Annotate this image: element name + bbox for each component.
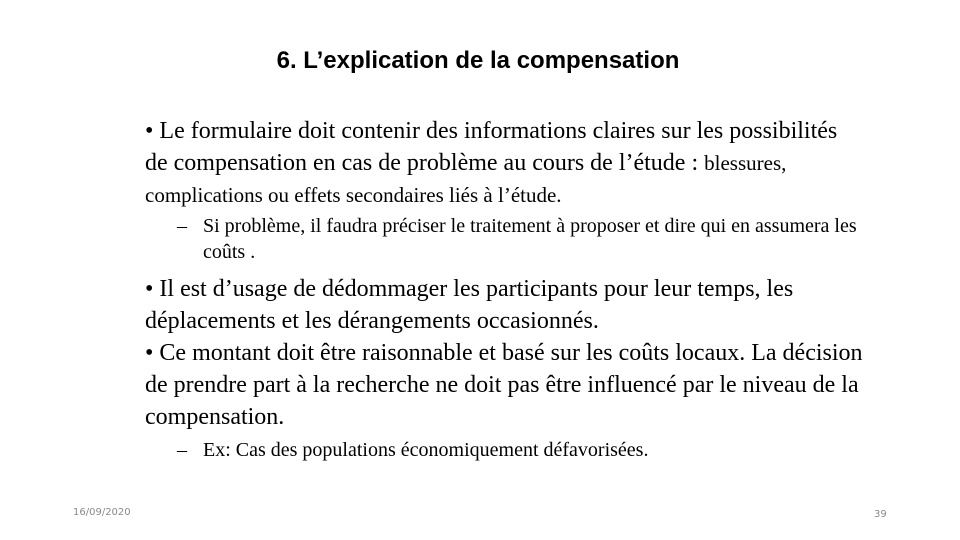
- slide-body: [145, 115, 865, 463]
- bullet-compensation-info-text: • Le formulaire doit contenir des informations claires sur les possibilités de compensation en cas de problème au cours de l’étude :: [145, 118, 838, 176]
- sub-bullet-treatment-text: Si problème, il faudra préciser le traitement à proposer et dire qui en assumera les coûts .: [203, 215, 857, 263]
- bullet-participant-compensation: • Il est d’usage de dédommager les participants pour leur temps, les déplacements et les dérangements occasionnés.: [145, 276, 794, 334]
- bullet-reasonable-amount: • Ce montant doit être raisonnable et basé sur les coûts locaux. La décision de prendre part à la recherche ne doit pas être influencé par le niveau de la compensation.: [145, 340, 863, 430]
- sub-bullet-example: [145, 437, 865, 463]
- sub-bullet-example-text: Ex: Cas des populations économiquement défavorisées.: [203, 439, 649, 461]
- sub-bullet-treatment: [145, 213, 865, 265]
- footer-date: 16/09/2020: [73, 507, 131, 518]
- slide-title: 6. L’explication de la compensation: [276, 47, 680, 74]
- bullet-compensation-info: [145, 115, 865, 211]
- bullet-compensation-info-details: blessures, complications ou effets secondaires liés à l’étude.: [145, 151, 787, 207]
- dash-marker: –: [177, 439, 187, 461]
- slide-number: 39: [874, 509, 887, 520]
- dash-marker: –: [177, 215, 187, 237]
